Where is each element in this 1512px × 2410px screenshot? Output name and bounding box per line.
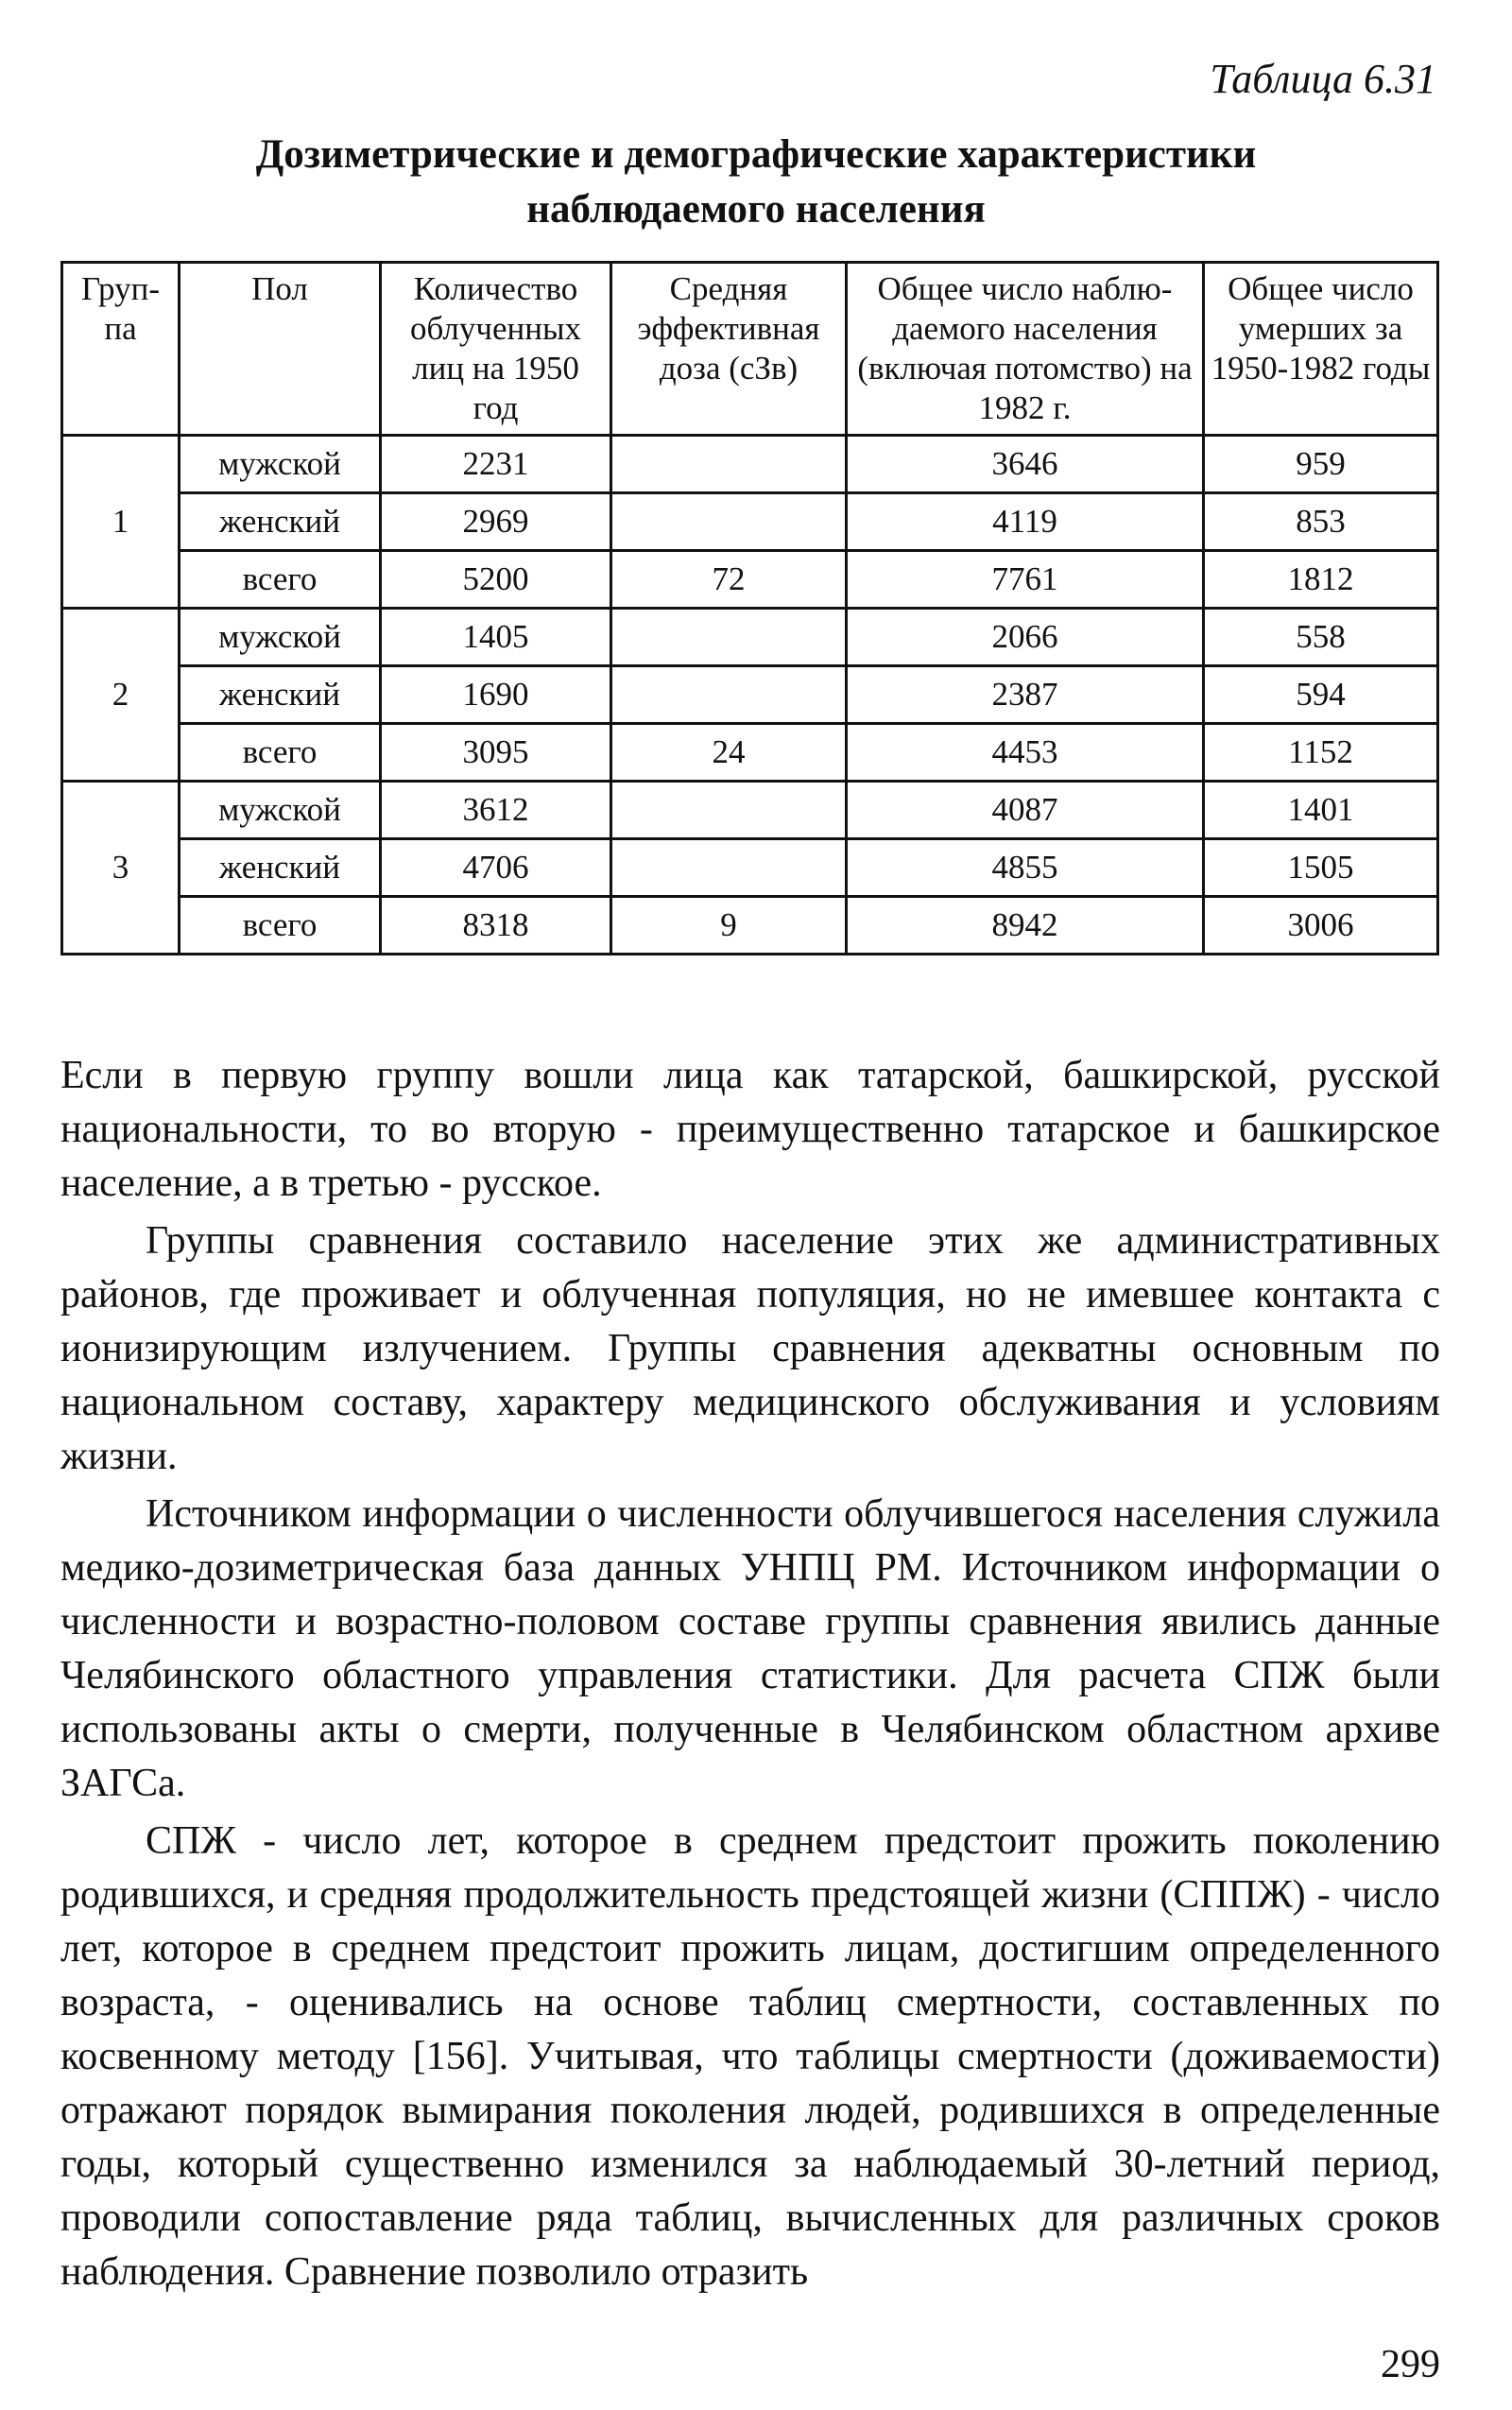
- table-row: [62, 782, 1438, 839]
- header-count: Количество облученных лиц на 1950 год: [381, 263, 611, 436]
- data-table: [60, 261, 1439, 955]
- table-row: [62, 666, 1438, 724]
- deaths-cell: 594: [1204, 666, 1438, 724]
- count-cell: 4706: [381, 839, 611, 897]
- dose-cell: [611, 666, 847, 724]
- dose-cell: [611, 839, 847, 897]
- count-cell: 2969: [381, 493, 611, 551]
- total-cell: 8942: [847, 897, 1204, 955]
- table-title-line-1: Дозиметрические и демографические характеристики: [255, 132, 1257, 177]
- table-row: [62, 724, 1438, 782]
- group-cell: 2: [62, 609, 180, 782]
- total-cell: 3646: [847, 436, 1204, 493]
- dose-cell: [611, 782, 847, 839]
- dose-cell: 24: [611, 724, 847, 782]
- total-cell: 2066: [847, 609, 1204, 666]
- sex-cell: мужской: [180, 609, 381, 666]
- sex-cell: мужской: [180, 436, 381, 493]
- count-cell: 3612: [381, 782, 611, 839]
- header-total: Общее число наблю-даемого населения (включая потомство) на 1982 г.: [847, 263, 1204, 436]
- table-title-line-2: наблюдаемого населения: [526, 187, 986, 232]
- header-deaths: Общее число умерших за 1950-1982 годы: [1204, 263, 1438, 436]
- sex-cell: всего: [180, 724, 381, 782]
- count-cell: 1405: [381, 609, 611, 666]
- deaths-cell: 558: [1204, 609, 1438, 666]
- paragraph: Если в первую группу вошли лица как татарской, башкирской, русской национальности, то во вторую - преимущественно татарское и башкирское население, а в третью - русское.: [60, 1054, 1440, 1205]
- deaths-cell: 3006: [1204, 897, 1438, 955]
- count-cell: 8318: [381, 897, 611, 955]
- header-sex: Пол: [180, 263, 381, 436]
- body-text: [60, 1049, 1440, 2303]
- deaths-cell: 959: [1204, 436, 1438, 493]
- count-cell: 5200: [381, 551, 611, 609]
- total-cell: 4087: [847, 782, 1204, 839]
- deaths-cell: 1152: [1204, 724, 1438, 782]
- count-cell: 3095: [381, 724, 611, 782]
- deaths-cell: 1401: [1204, 782, 1438, 839]
- sex-cell: мужской: [180, 782, 381, 839]
- dose-cell: [611, 493, 847, 551]
- paragraph: СПЖ - число лет, которое в среднем предстоит прожить поколению родившихся, и средняя продолжительность предстоящей жизни (СППЖ) - число лет, которое в среднем предстоит прожить лицам, достигшим определенного возраста, - оценивались на основе таблиц смертности, составленных по косвенному методу [156]. Учитывая, что таблицы смертности (доживаемости) отражают порядок вымирания поколения людей, родившихся в определенные годы, который существенно изменился за наблюдаемый 30-летний период, проводили сопоставление ряда таблиц, вычисленных для различных сроков наблюдения. Сравнение позволило отразить: [60, 1819, 1440, 2294]
- sex-cell: женский: [180, 839, 381, 897]
- deaths-cell: 853: [1204, 493, 1438, 551]
- group-cell: 3: [62, 782, 180, 955]
- table-row: [62, 493, 1438, 551]
- sex-cell: женский: [180, 666, 381, 724]
- dose-cell: 9: [611, 897, 847, 955]
- total-cell: 4119: [847, 493, 1204, 551]
- sex-cell: всего: [180, 551, 381, 609]
- dose-cell: [611, 436, 847, 493]
- table-row: [62, 897, 1438, 955]
- dose-cell: 72: [611, 551, 847, 609]
- table-row: [62, 436, 1438, 493]
- header-dose: Средняя эффективная доза (сЗв): [611, 263, 847, 436]
- sex-cell: женский: [180, 493, 381, 551]
- table-label: Таблица 6.31: [1210, 56, 1436, 102]
- table-row: [62, 839, 1438, 897]
- paragraph: Группы сравнения составило население этих же административных районов, где проживает и облученная популяция, но не имевшее контакта с ионизирующим излучением. Группы сравнения адекватны основным по национальном составу, характеру медицинского обслуживания и условиям жизни.: [60, 1219, 1440, 1478]
- count-cell: 1690: [381, 666, 611, 724]
- total-cell: 7761: [847, 551, 1204, 609]
- header-group: Груп-па: [62, 263, 180, 436]
- sex-cell: всего: [180, 897, 381, 955]
- table-title: [0, 128, 1512, 237]
- page-number: 299: [1381, 2343, 1440, 2386]
- table-row: [62, 551, 1438, 609]
- group-cell: 1: [62, 436, 180, 609]
- total-cell: 4453: [847, 724, 1204, 782]
- paragraph: Источником информации о численности облучившегося населения служила медико-дозиметрическая база данных УНПЦ РМ. Источником информации о численности и возрастно-половом составе группы сравнения явились данные Челябинского областного управления статистики. Для расчета СПЖ были использованы акты о смерти, полученные в Челябинском областном архиве ЗАГСа.: [60, 1492, 1440, 1805]
- table-row: [62, 609, 1438, 666]
- deaths-cell: 1812: [1204, 551, 1438, 609]
- table-header-row: [62, 263, 1438, 436]
- total-cell: 4855: [847, 839, 1204, 897]
- dose-cell: [611, 609, 847, 666]
- total-cell: 2387: [847, 666, 1204, 724]
- count-cell: 2231: [381, 436, 611, 493]
- deaths-cell: 1505: [1204, 839, 1438, 897]
